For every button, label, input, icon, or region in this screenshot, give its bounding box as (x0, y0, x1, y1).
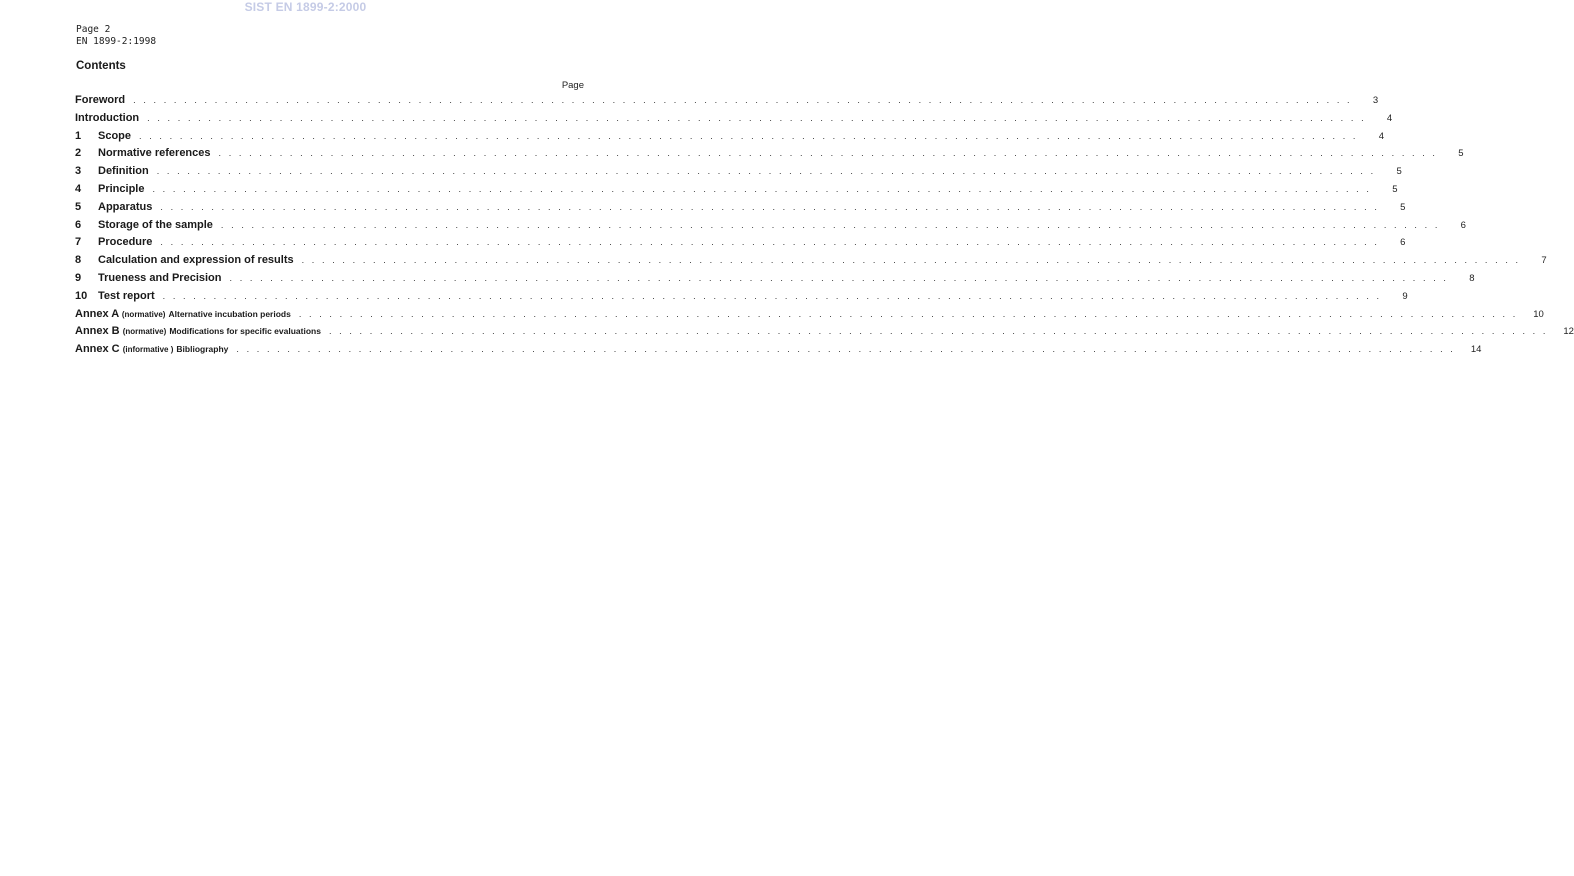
toc-entry-title: Principle (98, 182, 145, 195)
toc-entry-page: 8 (1469, 272, 1475, 284)
toc-entry[interactable] (75, 94, 1379, 112)
toc-entry[interactable] (75, 289, 1408, 308)
dot-leader: . . . . . . . . . . . . . . . . . . . . . . . . . . . . . . . . . . . . . . . . . . . . . . . . . . . . . . . . . . . . . . . . . . . . . . . . . . . . . . . . . . . . . . . . . . . . . . . . . . . . . . . . . . . . . . . . . . . . . . . . (162, 290, 1382, 301)
dot-leader: . . . . . . . . . . . . . . . . . . . . . . . . . . . . . . . . . . . . . . . . . . . . . . . . . . . . . . . . . . . . . . . . . . . . . . . . . . . . . . . . . . . . . . . . . . . . . . . . . . . . . . . . . . . . . . . . . . . . . . . . (139, 130, 1359, 141)
annex-qualifier: (informative ) (122, 345, 174, 355)
toc-annex-entry[interactable] (75, 343, 1482, 361)
toc-entry-page: 9 (1402, 290, 1408, 302)
toc-entry[interactable] (75, 218, 1466, 237)
toc-entry-number: 7 (75, 236, 82, 249)
toc-entry-title: Test report (98, 289, 155, 302)
toc-entry[interactable] (75, 254, 1547, 272)
watermark: SIST EN 1899-2:2000 (244, 0, 367, 14)
toc-entry[interactable] (75, 182, 1398, 201)
toc-entry-page: 4 (1386, 112, 1393, 124)
toc-entry-title: Procedure (98, 236, 153, 249)
annex-label: Annex C (75, 343, 120, 356)
toc-entry-page: 14 (1470, 344, 1482, 356)
toc-entry-page: 6 (1460, 219, 1466, 231)
toc-entry[interactable] (75, 236, 1406, 254)
dot-leader: . . . . . . . . . . . . . . . . . . . . . . . . . . . . . . . . . . . . . . . . . . . . . . . . . . . . . . . . . . . . . . . . . . . . . . . . . . . . . . . . . . . . . . . . . . . . . . . . . . . . . . . . . . . . . . . . . . . . . . . . (220, 219, 1440, 230)
dot-leader: . . . . . . . . . . . . . . . . . . . . . . . . . . . . . . . . . . . . . . . . . . . . . . . . . . . . . . . . . . . . . . . . . . . . . . . . . . . . . . . . . . . . . . . . . . . . . . . . . . . . . . . . . . . . . . . . . . . . . . . . (229, 272, 1449, 283)
toc-entry-title: Apparatus (98, 200, 153, 213)
annex-title: Alternative incubation periods (168, 308, 291, 319)
toc-entry-title: Trueness and Precision (98, 271, 222, 284)
toc-entry[interactable] (75, 111, 1393, 130)
toc-entry-number: 6 (75, 218, 82, 231)
dot-leader: . . . . . . . . . . . . . . . . . . . . . . . . . . . . . . . . . . . . . . . . . . . . . . . . . . . . . . . . . . . . . . . . . . . . . . . . . . . . . . . . . . . . . . . . . . . . . . . . . . . . . . . . . . . . . . . . . . . . . . . . (236, 344, 1456, 355)
dot-leader: . . . . . . . . . . . . . . . . . . . . . . . . . . . . . . . . . . . . . . . . . . . . . . . . . . . . . . . . . . . . . . . . . . . . . . . . . . . . . . . . . . . . . . . . . . . . . . . . . . . . . . . . . . . . . . . . . . . . . . . . (133, 95, 1353, 105)
dot-leader: . . . . . . . . . . . . . . . . . . . . . . . . . . . . . . . . . . . . . . . . . . . . . . . . . . . . . . . . . . . . . . . . . . . . . . . . . . . . . . . . . . . . . . . . . . . . . . . . . . . . . . . . . . . . . . . . . . . . . . . . (328, 326, 1548, 337)
toc-entry-page: 10 (1533, 308, 1544, 320)
toc-entry-page: 3 (1372, 95, 1379, 106)
toc-entry-page: 5 (1400, 201, 1406, 213)
annex-heading (75, 343, 228, 355)
annex-label: Annex B (75, 325, 120, 338)
toc-entry-page: 4 (1378, 130, 1385, 142)
dot-leader: . . . . . . . . . . . . . . . . . . . . . . . . . . . . . . . . . . . . . . . . . . . . . . . . . . . . . . . . . . . . . . . . . . . . . . . . . . . . . . . . . . . . . . . . . . . . . . . . . . . . . . . . . . . . . . . . . . . . . . . . (160, 201, 1380, 212)
toc-entry-number: 10 (75, 289, 88, 302)
contents-title: Contents (76, 60, 126, 72)
toc-entry-title: Calculation and expression of results (98, 254, 294, 267)
toc-entry-page: 7 (1541, 255, 1547, 267)
annex-qualifier: (normative) (121, 309, 166, 319)
toc-entry-number: 5 (75, 200, 82, 213)
toc-entry-number: 3 (75, 165, 82, 178)
toc-entry-page: 5 (1392, 183, 1398, 195)
annex-heading (75, 308, 291, 320)
toc-entry-title: Definition (98, 165, 149, 178)
toc-entry-title: Normative references (98, 147, 211, 160)
toc-entry-number: 8 (75, 254, 82, 267)
toc-annex-entry[interactable] (75, 307, 1544, 326)
toc-annex-entry[interactable] (75, 325, 1574, 343)
toc-entry-title: Scope (98, 129, 132, 142)
annex-label: Annex A (75, 307, 119, 320)
toc-entry-title: Foreword (75, 94, 126, 106)
toc-entry[interactable] (75, 147, 1464, 165)
toc-entry-page: 5 (1396, 166, 1402, 178)
dot-leader: . . . . . . . . . . . . . . . . . . . . . . . . . . . . . . . . . . . . . . . . . . . . . . . . . . . . . . . . . . . . . . . . . . . . . . . . . . . . . . . . . . . . . . . . . . . . . . . . . . . . . . . . . . . . . . . . . . . . . . . . (298, 308, 1518, 319)
toc-entry-page: 12 (1563, 326, 1574, 338)
toc-entry-page: 5 (1458, 148, 1464, 160)
dot-leader: . . . . . . . . . . . . . . . . . . . . . . . . . . . . . . . . . . . . . . . . . . . . . . . . . . . . . . . . . . . . . . . . . . . . . . . . . . . . . . . . . . . . . . . . . . . . . . . . . . . . . . . . . . . . . . . . . . . . . . . . (152, 183, 1372, 194)
dot-leader: . . . . . . . . . . . . . . . . . . . . . . . . . . . . . . . . . . . . . . . . . . . . . . . . . . . . . . . . . . . . . . . . . . . . . . . . . . . . . . . . . . . . . . . . . . . . . . . . . . . . . . . . . . . . . . . . . . . . . . . . (301, 255, 1521, 266)
page-column-label: Page (561, 80, 584, 91)
annex-qualifier: (normative) (122, 327, 167, 337)
dot-leader: . . . . . . . . . . . . . . . . . . . . . . . . . . . . . . . . . . . . . . . . . . . . . . . . . . . . . . . . . . . . . . . . . . . . . . . . . . . . . . . . . . . . . . . . . . . . . . . . . . . . . . . . . . . . . . . . . . . . . . . . (147, 112, 1367, 123)
toc-entry-number: 4 (75, 182, 82, 195)
dot-leader: . . . . . . . . . . . . . . . . . . . . . . . . . . . . . . . . . . . . . . . . . . . . . . . . . . . . . . . . . . . . . . . . . . . . . . . . . . . . . . . . . . . . . . . . . . . . . . . . . . . . . . . . . . . . . . . . . . . . . . . . (160, 237, 1380, 248)
toc-entry-number: 1 (75, 129, 82, 142)
toc-entry[interactable] (75, 200, 1406, 219)
table-of-contents (75, 94, 1574, 361)
toc-entry[interactable] (75, 129, 1385, 148)
toc-entry-page: 6 (1400, 237, 1406, 249)
document-id: EN 1899-2:1998 (76, 36, 157, 47)
annex-heading (75, 325, 321, 337)
toc-entry[interactable] (75, 271, 1475, 290)
page-label: Page 2 (76, 24, 111, 35)
page-header (76, 24, 156, 48)
annex-title: Modifications for specific evaluations (169, 326, 321, 337)
toc-entry-number: 9 (75, 271, 82, 284)
toc-entry-title: Introduction (75, 111, 140, 124)
toc-entry-title: Storage of the sample (98, 218, 213, 231)
annex-title: Bibliography (176, 344, 229, 355)
dot-leader: . . . . . . . . . . . . . . . . . . . . . . . . . . . . . . . . . . . . . . . . . . . . . . . . . . . . . . . . . . . . . . . . . . . . . . . . . . . . . . . . . . . . . . . . . . . . . . . . . . . . . . . . . . . . . . . . . . . . . . . . (156, 166, 1376, 177)
toc-entry[interactable] (75, 165, 1402, 183)
toc-entry-number: 2 (75, 147, 82, 160)
dot-leader: . . . . . . . . . . . . . . . . . . . . . . . . . . . . . . . . . . . . . . . . . . . . . . . . . . . . . . . . . . . . . . . . . . . . . . . . . . . . . . . . . . . . . . . . . . . . . . . . . . . . . . . . . . . . . . . . . . . . . . . . (218, 148, 1438, 159)
